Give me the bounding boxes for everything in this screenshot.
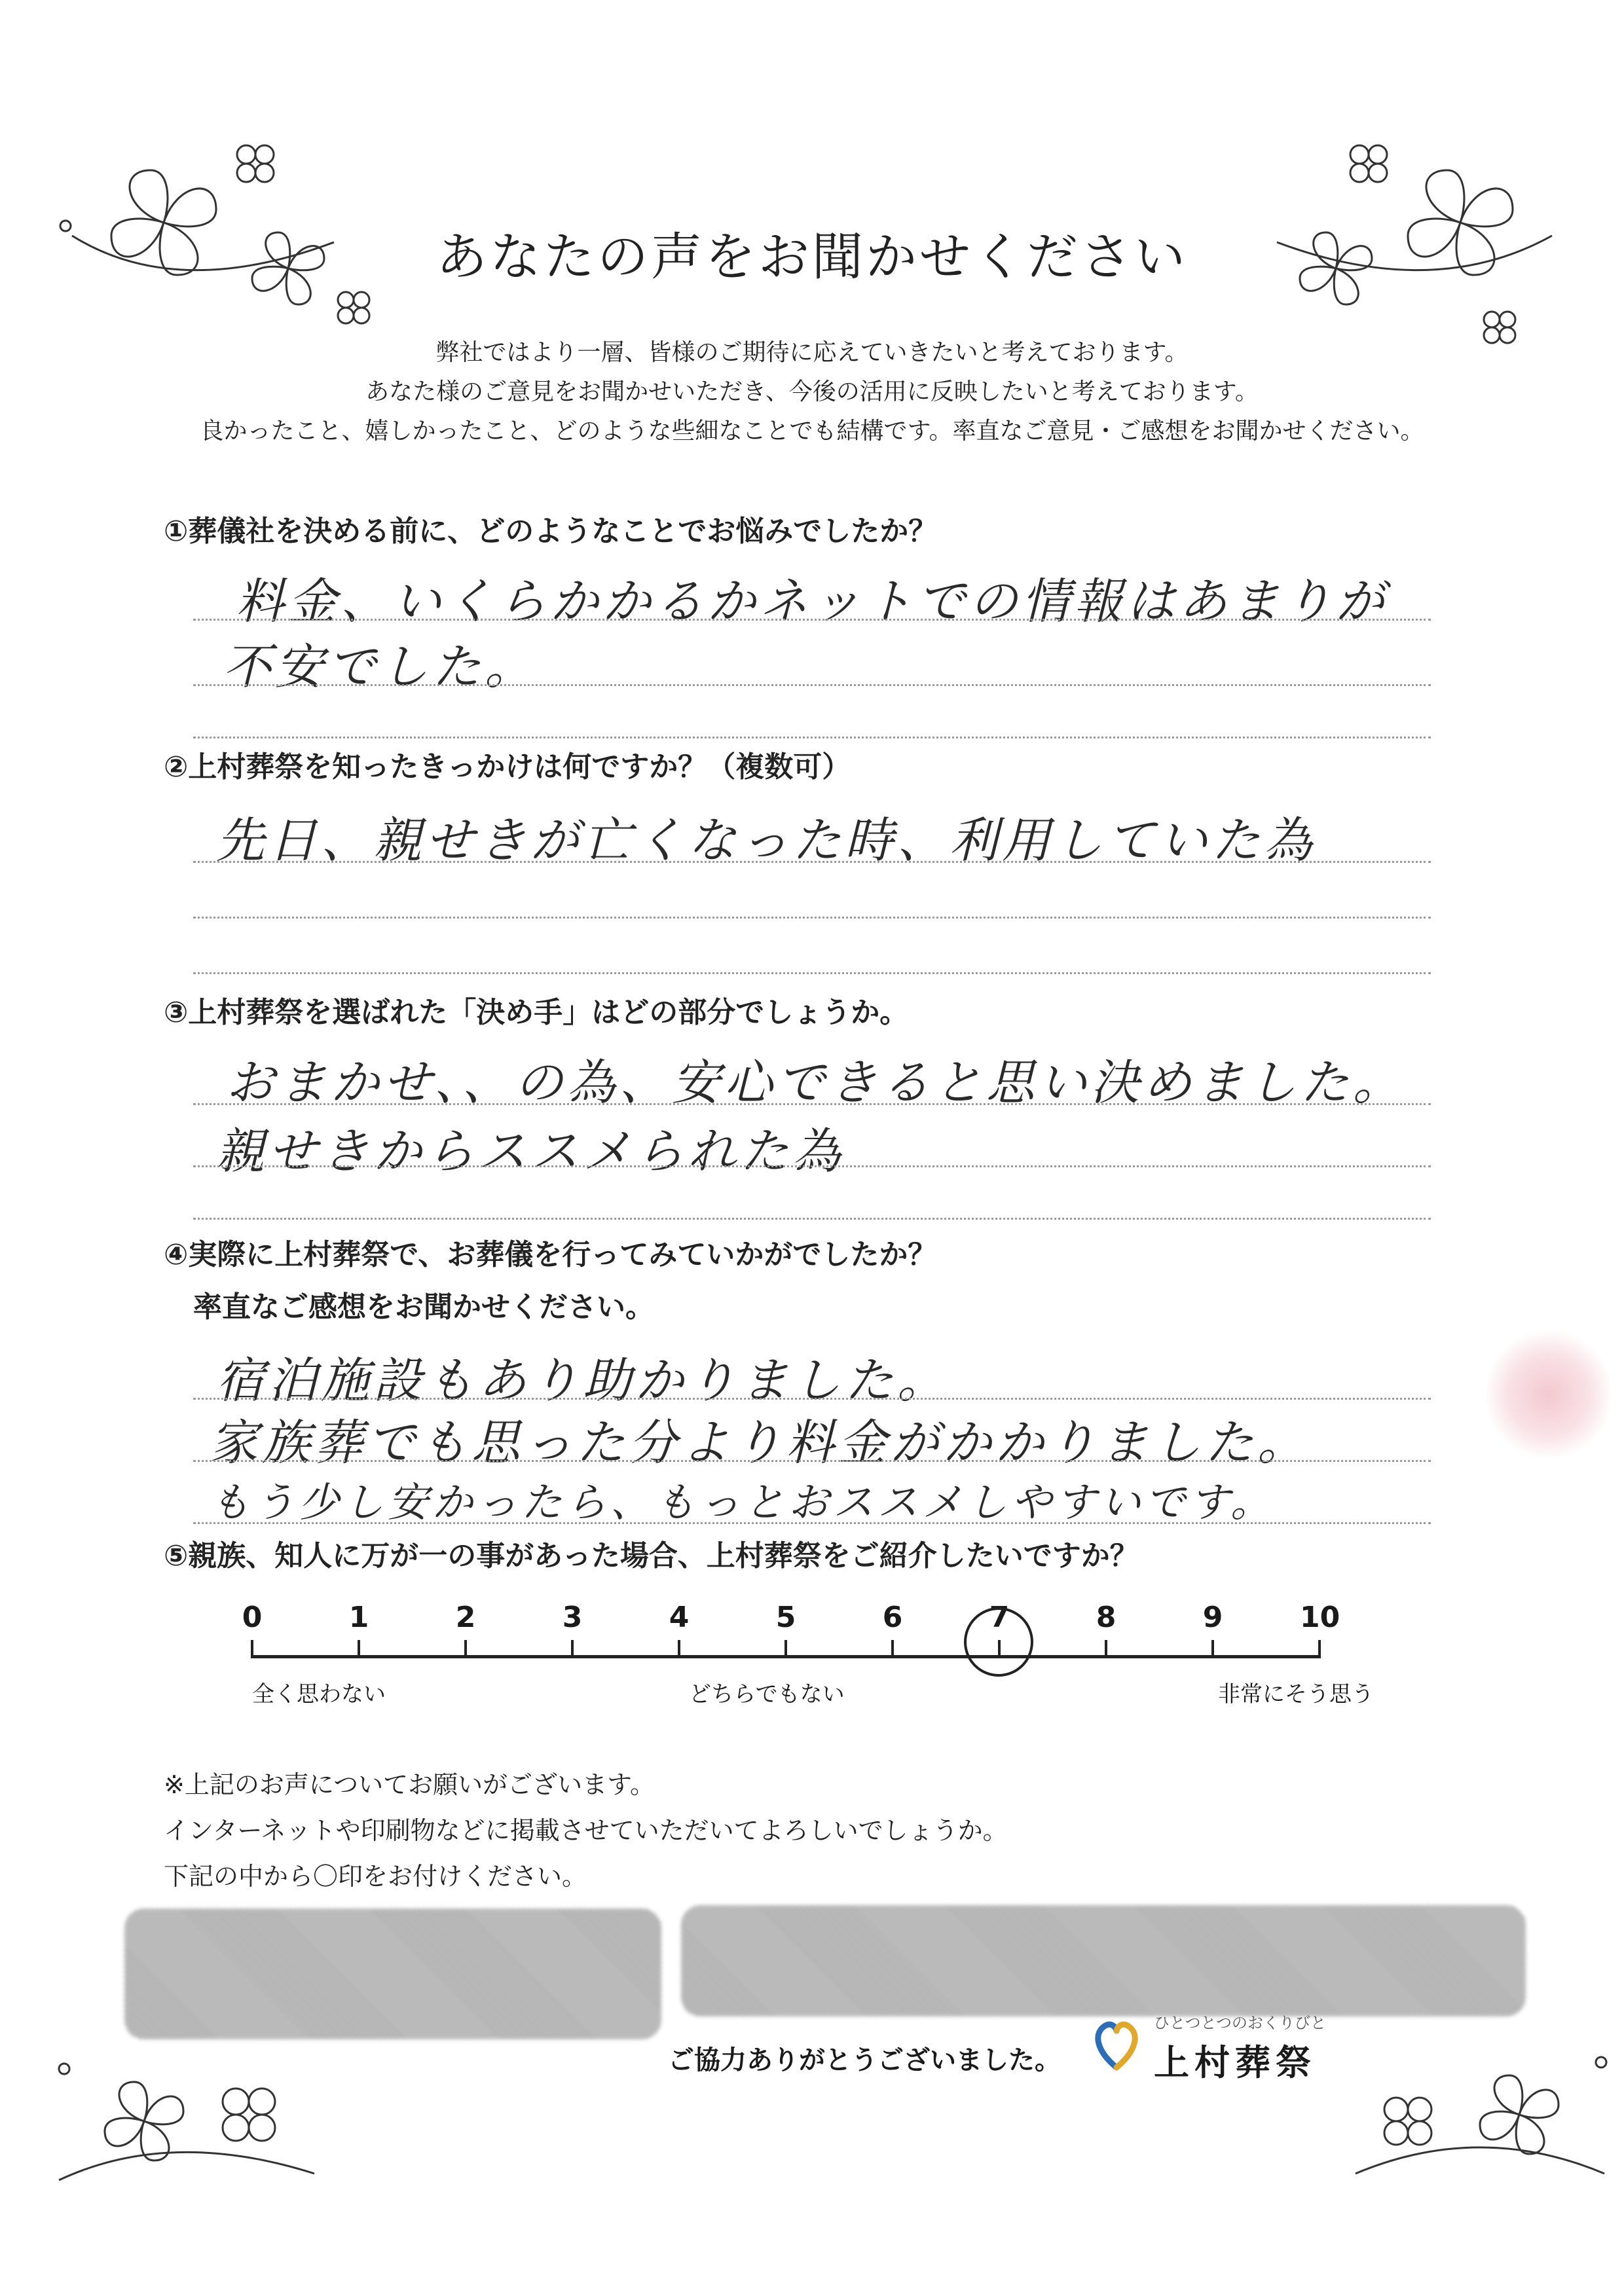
intro-line-1: 弊社ではより一層、皆様のご期待に応えていきたいと考えております。: [435, 339, 1189, 366]
rating-number-10: 10: [1300, 1601, 1340, 1634]
answer-rule: [193, 1218, 1431, 1220]
rating-tick-0: [251, 1640, 253, 1658]
answer-rule: [193, 917, 1431, 919]
answer-rule: [193, 1165, 1431, 1167]
note-line-3: 下記の中から〇印をお付けください。: [164, 1862, 587, 1891]
answer-rule: [193, 1460, 1431, 1462]
rating-number-8: 8: [1096, 1601, 1116, 1634]
rating-number-4: 4: [669, 1601, 690, 1634]
answer-3-line-2: 親せきからススメられた為: [216, 1123, 845, 1180]
heart-logo-icon: [1090, 2015, 1143, 2074]
answer-rule: [193, 1103, 1431, 1105]
answer-4-line-1: 宿泊施設もあり助かりました。: [216, 1353, 950, 1409]
scale-label-mid: どちらでもない: [689, 1681, 845, 1707]
brand-tagline: ひとつとつのおくりびと: [1154, 2014, 1327, 2032]
answer-rule: [193, 737, 1431, 738]
answer-rule: [193, 861, 1431, 863]
redacted-area-right: [681, 1905, 1526, 2016]
question-3: ③上村葬祭を選ばれた「決め手」はどの部分でしょうか。: [164, 996, 909, 1029]
selected-rating-circle: [964, 1607, 1033, 1677]
rating-number-6: 6: [882, 1601, 903, 1634]
intro-line-3: 良かったこと、嬉しかったこと、どのような些細なことでも結構です。率直なご意見・ご感想をお聞かせください。: [200, 418, 1424, 445]
rating-tick-8: [1105, 1640, 1107, 1658]
answer-2-line-1: 先日、親せきが亡くなった時、利用していた為: [216, 812, 1316, 869]
clover-decoration-bottom-left: [52, 2049, 327, 2206]
clover-decoration-bottom-right: [1349, 2043, 1611, 2213]
note-line-2: インターネットや印刷物などに掲載させていただいてよろしいでしょうか。: [164, 1816, 1008, 1845]
rating-number-1: 1: [348, 1601, 369, 1634]
question-5: ⑤親族、知人に万が一の事があった場合、上村葬祭をご紹介したいですか？: [164, 1539, 1139, 1573]
rating-tick-9: [1211, 1640, 1214, 1658]
rating-number-7: 7: [989, 1601, 1010, 1634]
answer-rule: [193, 972, 1431, 974]
thanks-text: ご協力ありがとうございました。: [668, 2045, 1061, 2075]
redacted-area-left: [124, 1908, 661, 2039]
answer-rule: [193, 1398, 1431, 1400]
rating-tick-4: [678, 1640, 680, 1658]
answer-rule: [193, 619, 1431, 621]
scale-label-low: 全く思わない: [252, 1681, 386, 1707]
rating-tick-2: [464, 1640, 467, 1658]
page-title: あなたの声をお聞かせください: [435, 228, 1188, 287]
rating-number-3: 3: [562, 1601, 583, 1634]
rating-tick-6: [891, 1640, 894, 1658]
answer-3-line-1: おまかせ、、の為、安心できると思い決めました。: [226, 1055, 1405, 1111]
rating-number-9: 9: [1202, 1601, 1223, 1634]
rating-number-2: 2: [455, 1601, 476, 1634]
rating-tick-3: [571, 1640, 574, 1658]
scale-label-high: 非常にそう思う: [1218, 1681, 1374, 1707]
rating-tick-10: [1318, 1640, 1321, 1658]
rating-number-5: 5: [775, 1601, 796, 1634]
question-4: ④実際に上村葬祭で、お葬儀を行ってみていかがでしたか？: [164, 1238, 937, 1271]
rating-tick-1: [358, 1640, 360, 1658]
ink-stain: [1486, 1329, 1611, 1460]
answer-1-line-2: 不安でした。: [223, 639, 537, 695]
note-line-1: ※上記のお声についてお願いがございます。: [164, 1770, 655, 1799]
answer-4-line-2: 家族葬でも思った分より料金がかかりました。: [210, 1415, 1310, 1471]
answer-1-line-1: 料金、いくらかかるかネットでの情報はあまりが: [236, 574, 1388, 630]
brand-name: 上村葬祭: [1154, 2042, 1316, 2083]
answer-4-line-3: もう少し安かったら、もっとおススメしやすいです。: [210, 1478, 1276, 1526]
question-2: ②上村葬祭を知ったきっかけは何ですか？（複数可）: [164, 750, 851, 784]
answer-rule: [193, 684, 1431, 686]
answer-rule: [193, 1522, 1431, 1524]
question-1: ①葬儀社を決める前に、どのようなことでお悩みでしたか？: [164, 515, 938, 548]
rating-number-0: 0: [242, 1601, 263, 1634]
intro-line-2: あなた様のご意見をお聞かせいただき、今後の活用に反映したいと考えております。: [365, 378, 1259, 405]
question-4-sub: 率直なご感想をお聞かせください。: [193, 1290, 654, 1324]
rating-tick-5: [784, 1640, 787, 1658]
